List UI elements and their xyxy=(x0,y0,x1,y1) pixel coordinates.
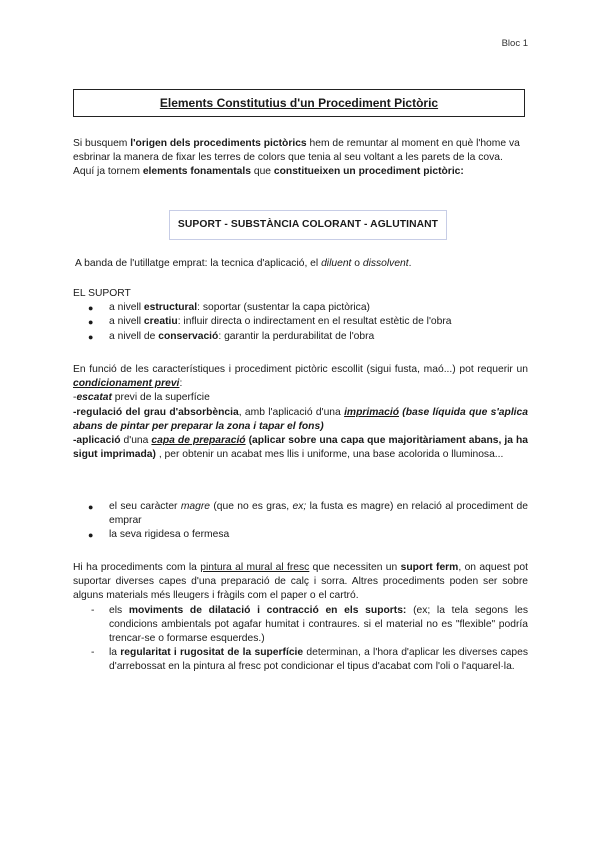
list-item: - els moviments de dilatació i contracció en els suports: (ex; la tela segons les condicions ambientals pot agafar humitat i contraures. si el material no es "flexible" podría trencar-se o formarse esquerdes.) xyxy=(91,604,529,645)
list-item: ● la seva rigidesa o fermesa xyxy=(73,528,528,542)
funcio-paragraph: En funció de les característiques i procediment pictòric escollit (sigui fusta, maó...) pot requerir un condicionament previ: xyxy=(73,364,528,390)
bullet-icon: ● xyxy=(88,331,94,342)
suport-section xyxy=(73,287,528,344)
list-item: ● el seu caràcter magre (que no es gras, ex; la fusta es magre) en relació al procediment de emprar xyxy=(88,501,528,527)
intro-paragraph-1: Si busquem l'origen dels procediments pictòrics hem de remuntar al moment en què l'home va esbrinar la manera de fixar les terres de colors que tenia al seu voltant a les parets de la cova. xyxy=(73,138,520,164)
bullet-icon: ● xyxy=(88,303,94,314)
procediments-section xyxy=(73,561,528,675)
bullet-icon: ● xyxy=(88,502,94,512)
funcio-section xyxy=(73,363,528,462)
page-title: Elements Constitutius d'un Procediment Pictòric xyxy=(159,95,439,110)
list-item: - la regularitat i rugositat de la superfície determinan, a l'hora d'aplicar les diverses capes d'arrebossat en la pintura al fresc pot condicionar el tipus d'acabat com l'oli o l'aquarel·la. xyxy=(91,647,528,673)
list-item: ● a nivell estructural: soportar (sustentar la capa pictòrica) xyxy=(73,301,528,315)
suport-list xyxy=(73,301,528,344)
procediments-list xyxy=(73,604,528,675)
procediments-paragraph: Hi ha procediments com la pintura al mural al fresc que necessiten un suport ferm, on aquest pot suportar diverses capes d'una preparació de calç i sorra. Altres procediments poden ser sobre alguns materials més lleugers i fràgils com el paper o el cartró. xyxy=(73,562,528,602)
funcio-line-2: -regulació del grau d'absorbència, amb l'aplicació d'una imprimació (base líquida que s'aplica abans de pintar per preparar la zona i tapar el fons) xyxy=(73,406,528,432)
bullet-icon: ● xyxy=(88,317,94,328)
section-heading: EL SUPORT xyxy=(73,288,131,299)
dash-icon: - xyxy=(91,604,95,616)
title-box xyxy=(73,89,525,117)
intro-paragraph-2: Aquí ja tornem elements fonamentals que constitueixen un procediment pictòric: xyxy=(73,166,464,178)
bullet-icon: ● xyxy=(88,530,94,541)
formula-box: SUPORT - SUBSTÀNCIA COLORANT - AGLUTINANT xyxy=(169,210,447,240)
list-item: ● a nivell de conservació: garantir la perdurabilitat de l'obra xyxy=(73,330,528,344)
characteristics-section xyxy=(73,500,528,543)
list-item: ● a nivell creatiu: influir directa o indirectament en el resultat estètic de l'obra xyxy=(73,315,528,329)
characteristics-list xyxy=(73,500,528,543)
aside-paragraph: A banda de l'utillatge emprat: la tecnica d'aplicació, el diluent o dissolvent. xyxy=(75,258,412,269)
funcio-line-1: -escatat previ de la superfície xyxy=(73,392,210,404)
page-header: Bloc 1 xyxy=(501,38,528,49)
dash-icon: - xyxy=(91,647,95,659)
intro-section xyxy=(73,137,528,180)
funcio-line-3: -aplicació d'una capa de preparació (aplicar sobre una capa que majoritàriament abans, ja ha sigut imprimada) , per obtenir un acabat mes llis i uniforme, una base acolorida o lluminosa... xyxy=(73,435,528,461)
